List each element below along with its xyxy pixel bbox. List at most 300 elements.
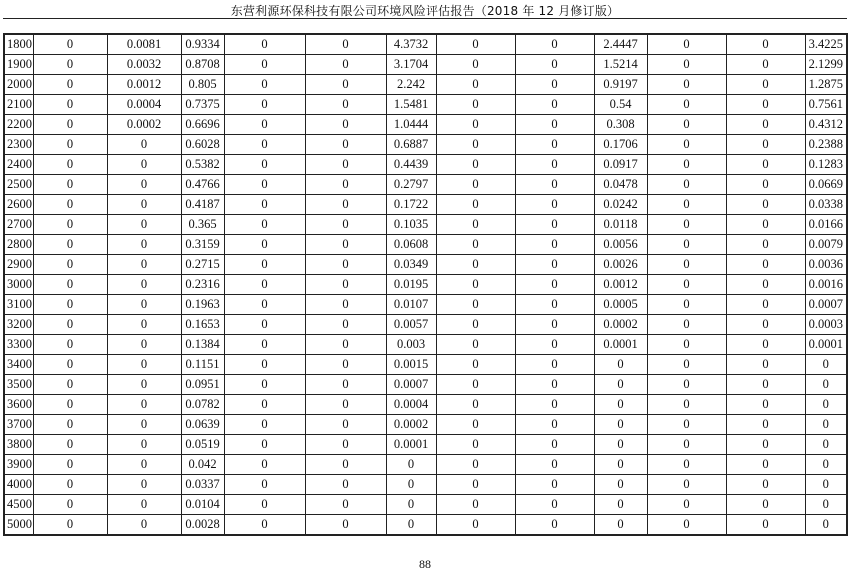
table-cell: 0.6696 [181,115,224,135]
table-cell: 0 [647,415,726,435]
distance-cell: 3100 [4,295,33,315]
table-cell: 0.1722 [386,195,436,215]
table-cell: 0 [515,255,594,275]
table-cell: 0.805 [181,75,224,95]
distance-cell: 2800 [4,235,33,255]
table-cell: 0 [647,235,726,255]
table-cell: 0 [515,135,594,155]
table-cell: 0 [33,34,107,55]
table-cell: 0 [594,375,647,395]
table-cell: 0.0079 [805,235,847,255]
table-cell: 0 [107,195,181,215]
table-cell: 0 [436,455,515,475]
table-cell: 0 [33,175,107,195]
table-cell: 0 [594,455,647,475]
distance-cell: 3600 [4,395,33,415]
distance-cell: 2400 [4,155,33,175]
table-cell: 0.0015 [386,355,436,375]
distance-cell: 3900 [4,455,33,475]
table-cell: 0 [805,415,847,435]
table-cell: 0 [33,155,107,175]
table-cell: 0 [515,335,594,355]
distance-cell: 2300 [4,135,33,155]
distance-cell: 3800 [4,435,33,455]
table-cell: 0 [224,34,305,55]
distance-cell: 1800 [4,34,33,55]
table-cell: 0 [436,135,515,155]
table-cell: 0 [33,375,107,395]
table-cell: 0 [805,515,847,536]
table-cell: 0 [647,335,726,355]
distance-cell: 3200 [4,315,33,335]
table-cell: 0 [647,115,726,135]
table-cell: 0.2715 [181,255,224,275]
table-cell: 0.0639 [181,415,224,435]
table-cell: 0.3159 [181,235,224,255]
table-cell: 0 [305,235,386,255]
table-cell: 0 [224,115,305,135]
table-cell: 0.0004 [386,395,436,415]
table-cell: 0.0012 [594,275,647,295]
table-cell: 0 [805,435,847,455]
table-cell: 0 [224,135,305,155]
table-cell: 0 [107,215,181,235]
table-cell: 0 [726,95,805,115]
table-cell: 0 [107,475,181,495]
table-cell: 3.4225 [805,34,847,55]
table-cell: 0.1283 [805,155,847,175]
table-cell: 0.0608 [386,235,436,255]
table-cell: 0 [594,435,647,455]
table-cell: 0 [726,115,805,135]
table-cell: 0 [33,55,107,75]
table-cell: 0 [515,295,594,315]
table-cell: 0 [594,355,647,375]
table-row [4,275,847,295]
table-cell: 0 [515,275,594,295]
table-cell: 4.3732 [386,34,436,55]
table-cell: 0.0166 [805,215,847,235]
table-cell: 0 [726,415,805,435]
distance-cell: 2900 [4,255,33,275]
table-cell: 0 [224,395,305,415]
table-cell: 0 [224,295,305,315]
table-cell: 0.0669 [805,175,847,195]
table-cell: 0 [726,255,805,275]
table-cell: 0 [647,175,726,195]
table-row [4,455,847,475]
table-cell: 0 [33,215,107,235]
table-cell: 0 [224,515,305,536]
table-cell: 0 [386,455,436,475]
table-cell: 0.54 [594,95,647,115]
table-cell: 0 [436,115,515,135]
table-cell: 0 [224,435,305,455]
table-cell: 0 [33,115,107,135]
table-cell: 0 [436,155,515,175]
table-cell: 0 [726,435,805,455]
table-cell: 0 [436,355,515,375]
table-cell: 0 [305,275,386,295]
table-row [4,95,847,115]
table-cell: 0.0007 [805,295,847,315]
table-cell: 0.2797 [386,175,436,195]
table-cell: 0 [594,475,647,495]
table-row [4,515,847,536]
table-cell: 0 [515,415,594,435]
table-cell: 0 [107,375,181,395]
table-cell: 0 [305,155,386,175]
table-cell: 0 [436,275,515,295]
table-cell: 0 [515,55,594,75]
table-cell: 0 [224,195,305,215]
table-cell: 0 [647,455,726,475]
page-number: 88 [419,557,431,571]
table-cell: 1.5214 [594,55,647,75]
table-cell: 0 [726,34,805,55]
table-cell: 0 [594,515,647,536]
table-cell: 0 [647,135,726,155]
table-cell: 0.0057 [386,315,436,335]
table-cell: 0.0005 [594,295,647,315]
table-cell: 0.5382 [181,155,224,175]
table-cell: 0.0003 [805,315,847,335]
table-cell: 0 [436,375,515,395]
table-cell: 0.0104 [181,495,224,515]
distance-cell: 4000 [4,475,33,495]
table-cell: 0 [436,435,515,455]
distance-cell: 3700 [4,415,33,435]
table-cell: 0 [224,175,305,195]
table-cell: 0 [33,415,107,435]
table-cell: 0 [107,295,181,315]
table-cell: 0 [305,335,386,355]
table-row [4,215,847,235]
table-cell: 0 [647,395,726,415]
table-cell: 0 [107,135,181,155]
table-cell: 0 [436,415,515,435]
table-cell: 0.0195 [386,275,436,295]
table-cell: 0.042 [181,455,224,475]
table-cell: 0 [647,55,726,75]
table-cell: 0 [436,335,515,355]
table-row [4,175,847,195]
table-cell: 0 [805,475,847,495]
table-cell: 0 [33,335,107,355]
table-cell: 0.1035 [386,215,436,235]
table-cell: 0 [224,275,305,295]
table-cell: 0.0056 [594,235,647,255]
table-cell: 0 [726,515,805,536]
table-cell: 0 [305,435,386,455]
table-cell: 0 [647,295,726,315]
table-cell: 0 [305,175,386,195]
table-cell: 0 [33,295,107,315]
table-cell: 0.8708 [181,55,224,75]
table-cell: 0 [515,315,594,335]
table-cell: 0 [305,315,386,335]
table-cell: 0.0001 [805,335,847,355]
table-row [4,315,847,335]
distance-cell: 4500 [4,495,33,515]
table-row [4,195,847,215]
table-cell: 0 [726,495,805,515]
table-cell: 0.0478 [594,175,647,195]
table-cell: 0 [33,135,107,155]
table-cell: 0 [33,235,107,255]
table-row [4,155,847,175]
table-cell: 0 [436,34,515,55]
distance-cell: 2200 [4,115,33,135]
table-cell: 0 [436,255,515,275]
table-cell: 0 [436,395,515,415]
table-cell: 0 [436,315,515,335]
table-cell: 0 [305,95,386,115]
table-cell: 0 [305,415,386,435]
table-cell: 0.4439 [386,155,436,175]
table-cell: 0 [224,335,305,355]
table-row [4,295,847,315]
table-cell: 0 [647,275,726,295]
table-cell: 0 [647,195,726,215]
table-cell: 0 [726,375,805,395]
table-cell: 0 [386,495,436,515]
table-cell: 0.0028 [181,515,224,536]
table-cell: 2.242 [386,75,436,95]
table-cell: 0.0001 [386,435,436,455]
table-row [4,375,847,395]
table-cell: 0 [33,95,107,115]
table-cell: 0 [515,395,594,415]
distance-cell: 2600 [4,195,33,215]
table-cell: 0 [647,95,726,115]
table-cell: 0.0951 [181,375,224,395]
table-cell: 0 [726,55,805,75]
table-cell: 0 [515,155,594,175]
table-row [4,135,847,155]
table-cell: 0 [726,155,805,175]
table-cell: 0 [224,235,305,255]
table-cell: 0 [107,335,181,355]
table-cell: 0 [305,255,386,275]
table-cell: 0.6028 [181,135,224,155]
table-cell: 0 [594,415,647,435]
table-cell: 0.2388 [805,135,847,155]
table-cell: 0 [107,395,181,415]
table-cell: 0.003 [386,335,436,355]
distance-cell: 2100 [4,95,33,115]
table-cell: 0 [726,395,805,415]
table-cell: 0 [305,215,386,235]
table-cell: 0 [726,235,805,255]
table-cell: 0.0016 [805,275,847,295]
table-cell: 0.2316 [181,275,224,295]
table-cell: 0 [515,34,594,55]
table-row [4,75,847,95]
table-cell: 0 [726,75,805,95]
table-cell: 0 [594,395,647,415]
table-cell: 0 [515,375,594,395]
table-cell: 0 [107,495,181,515]
table-cell: 0 [107,255,181,275]
table-cell: 0 [805,495,847,515]
table-cell: 0 [305,375,386,395]
table-cell: 0 [726,195,805,215]
table-cell: 0.1151 [181,355,224,375]
table-cell: 0 [305,75,386,95]
table-cell: 0 [305,395,386,415]
table-row [4,395,847,415]
table-cell: 0 [224,55,305,75]
table-cell: 0 [647,255,726,275]
table-cell: 0 [647,475,726,495]
table-cell: 0 [305,355,386,375]
table-cell: 0.9197 [594,75,647,95]
table-cell: 0 [515,435,594,455]
table-cell: 0 [726,315,805,335]
table-cell: 0 [515,475,594,495]
table-cell: 0 [726,355,805,375]
table-cell: 0 [515,215,594,235]
table-cell: 0 [386,475,436,495]
table-cell: 0 [107,235,181,255]
table-cell: 0 [647,75,726,95]
table-cell: 1.5481 [386,95,436,115]
table-cell: 0 [647,495,726,515]
table-cell: 0 [386,515,436,536]
table-cell: 0.1653 [181,315,224,335]
table-cell: 0.0002 [594,315,647,335]
table-cell: 0.308 [594,115,647,135]
table-cell: 0 [107,155,181,175]
table-cell: 0 [33,315,107,335]
distance-cell: 3300 [4,335,33,355]
table-cell: 0 [305,495,386,515]
table-cell: 0.1384 [181,335,224,355]
table-cell: 0 [436,495,515,515]
table-cell: 0 [224,415,305,435]
table-cell: 0 [33,475,107,495]
table-cell: 0.9334 [181,34,224,55]
table-cell: 0 [305,295,386,315]
table-cell: 1.2875 [805,75,847,95]
table-cell: 0 [805,375,847,395]
table-cell: 0 [33,395,107,415]
table-cell: 0.0002 [107,115,181,135]
table-cell: 0 [224,75,305,95]
table-row [4,55,847,75]
table-cell: 0.0338 [805,195,847,215]
table-cell: 0 [436,515,515,536]
table-cell: 0.365 [181,215,224,235]
table-cell: 0 [436,215,515,235]
table-cell: 0.1963 [181,295,224,315]
table-cell: 0.0032 [107,55,181,75]
table-row [4,235,847,255]
table-cell: 0 [805,355,847,375]
table-cell: 0 [515,75,594,95]
table-cell: 0.0118 [594,215,647,235]
table-cell: 0 [224,95,305,115]
table-cell: 0 [647,34,726,55]
header-rule [3,18,847,19]
table-cell: 1.0444 [386,115,436,135]
table-cell: 0 [305,55,386,75]
table-cell: 0.0012 [107,75,181,95]
table-cell: 0 [436,95,515,115]
table-cell: 0 [33,515,107,536]
table-cell: 0 [107,435,181,455]
distance-cell: 3400 [4,355,33,375]
table-cell: 0 [726,275,805,295]
table-cell: 0 [436,475,515,495]
distance-cell: 2700 [4,215,33,235]
table-cell: 0 [515,95,594,115]
table-cell: 0 [107,175,181,195]
table-cell: 0.1706 [594,135,647,155]
table-cell: 0 [647,435,726,455]
data-table-container [3,33,846,536]
table-cell: 0 [305,34,386,55]
table-cell: 0 [436,55,515,75]
table-cell: 0 [726,455,805,475]
table-cell: 0.4766 [181,175,224,195]
distance-cell: 3000 [4,275,33,295]
table-cell: 0.6887 [386,135,436,155]
table-row [4,435,847,455]
table-cell: 0 [515,515,594,536]
table-cell: 0 [33,355,107,375]
table-cell: 0 [305,455,386,475]
table-cell: 0.0917 [594,155,647,175]
table-cell: 0 [515,235,594,255]
table-body [4,34,847,535]
table-cell: 0 [726,335,805,355]
table-cell: 0.0002 [386,415,436,435]
table-cell: 0 [305,515,386,536]
table-cell: 0 [515,175,594,195]
table-cell: 0 [224,155,305,175]
table-cell: 0.7375 [181,95,224,115]
table-cell: 0 [647,315,726,335]
table-cell: 0 [594,495,647,515]
table-row [4,355,847,375]
concentration-table [3,33,848,536]
table-cell: 0 [305,135,386,155]
table-cell: 0.0349 [386,255,436,275]
table-row [4,335,847,355]
table-cell: 0 [33,255,107,275]
table-cell: 0 [33,75,107,95]
table-row [4,495,847,515]
table-cell: 0 [647,215,726,235]
table-cell: 0 [515,455,594,475]
table-cell: 0 [515,355,594,375]
table-cell: 0 [436,175,515,195]
table-cell: 0 [515,115,594,135]
distance-cell: 1900 [4,55,33,75]
table-cell: 0 [224,475,305,495]
table-cell: 0 [726,215,805,235]
table-cell: 0 [224,215,305,235]
table-cell: 0.7561 [805,95,847,115]
table-cell: 0 [107,415,181,435]
distance-cell: 5000 [4,515,33,536]
table-cell: 0.0007 [386,375,436,395]
table-cell: 0 [726,295,805,315]
table-row [4,475,847,495]
table-cell: 0 [647,515,726,536]
